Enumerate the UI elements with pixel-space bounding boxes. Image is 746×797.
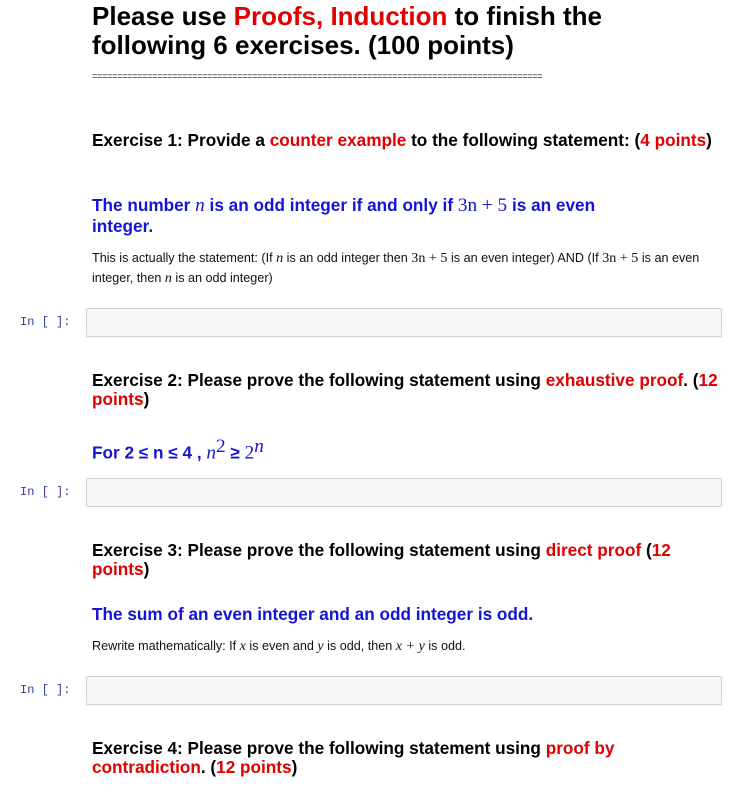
cell-prompt: In [ ]:	[20, 485, 71, 499]
title-text: Please use	[92, 1, 234, 31]
exercise-1-statement: The number n is an odd integer if and only if 3n + 5 is an even integer.	[92, 195, 596, 236]
exercise-1-note: This is actually the statement: (If n is an odd integer then 3n + 5 is an even integer) AND (If 3n + 5 is an even integer, then n is an odd integer)	[92, 250, 700, 286]
exercise-2-heading: Exercise 2: Please prove the following statement using exhaustive proof. (12 points)	[92, 370, 718, 409]
code-cell-1[interactable]	[86, 308, 722, 337]
title-highlight: Proofs, Induction	[233, 1, 448, 31]
code-cell-2[interactable]	[86, 478, 722, 507]
separator-rule: ==========================================================================================	[92, 72, 543, 82]
exercise-3-statement: The sum of an even integer and an odd integer is odd.	[92, 604, 534, 624]
exercise-2-statement: For 2 ≤ n ≤ 4 , $n^2 \ge 2^n$	[92, 436, 264, 464]
cell-prompt: In [ ]:	[20, 315, 71, 329]
code-cell-3[interactable]	[86, 676, 722, 705]
title-text-end: to finish the following 6 exercises. (100 points)	[92, 1, 602, 60]
exercise-3-note: Rewrite mathematically: If x is even and y is odd, then x + y is odd.	[92, 638, 466, 654]
cell-prompt: In [ ]:	[20, 683, 71, 697]
exercise-4-heading: Exercise 4: Please prove the following statement using proof by contradiction. (12 points)	[92, 738, 615, 777]
notebook-title	[92, 2, 712, 60]
exercise-1-heading: Exercise 1: Provide a counter example to the following statement: (4 points)	[92, 130, 712, 150]
exercise-3-heading: Exercise 3: Please prove the following statement using direct proof (12 points)	[92, 540, 671, 579]
